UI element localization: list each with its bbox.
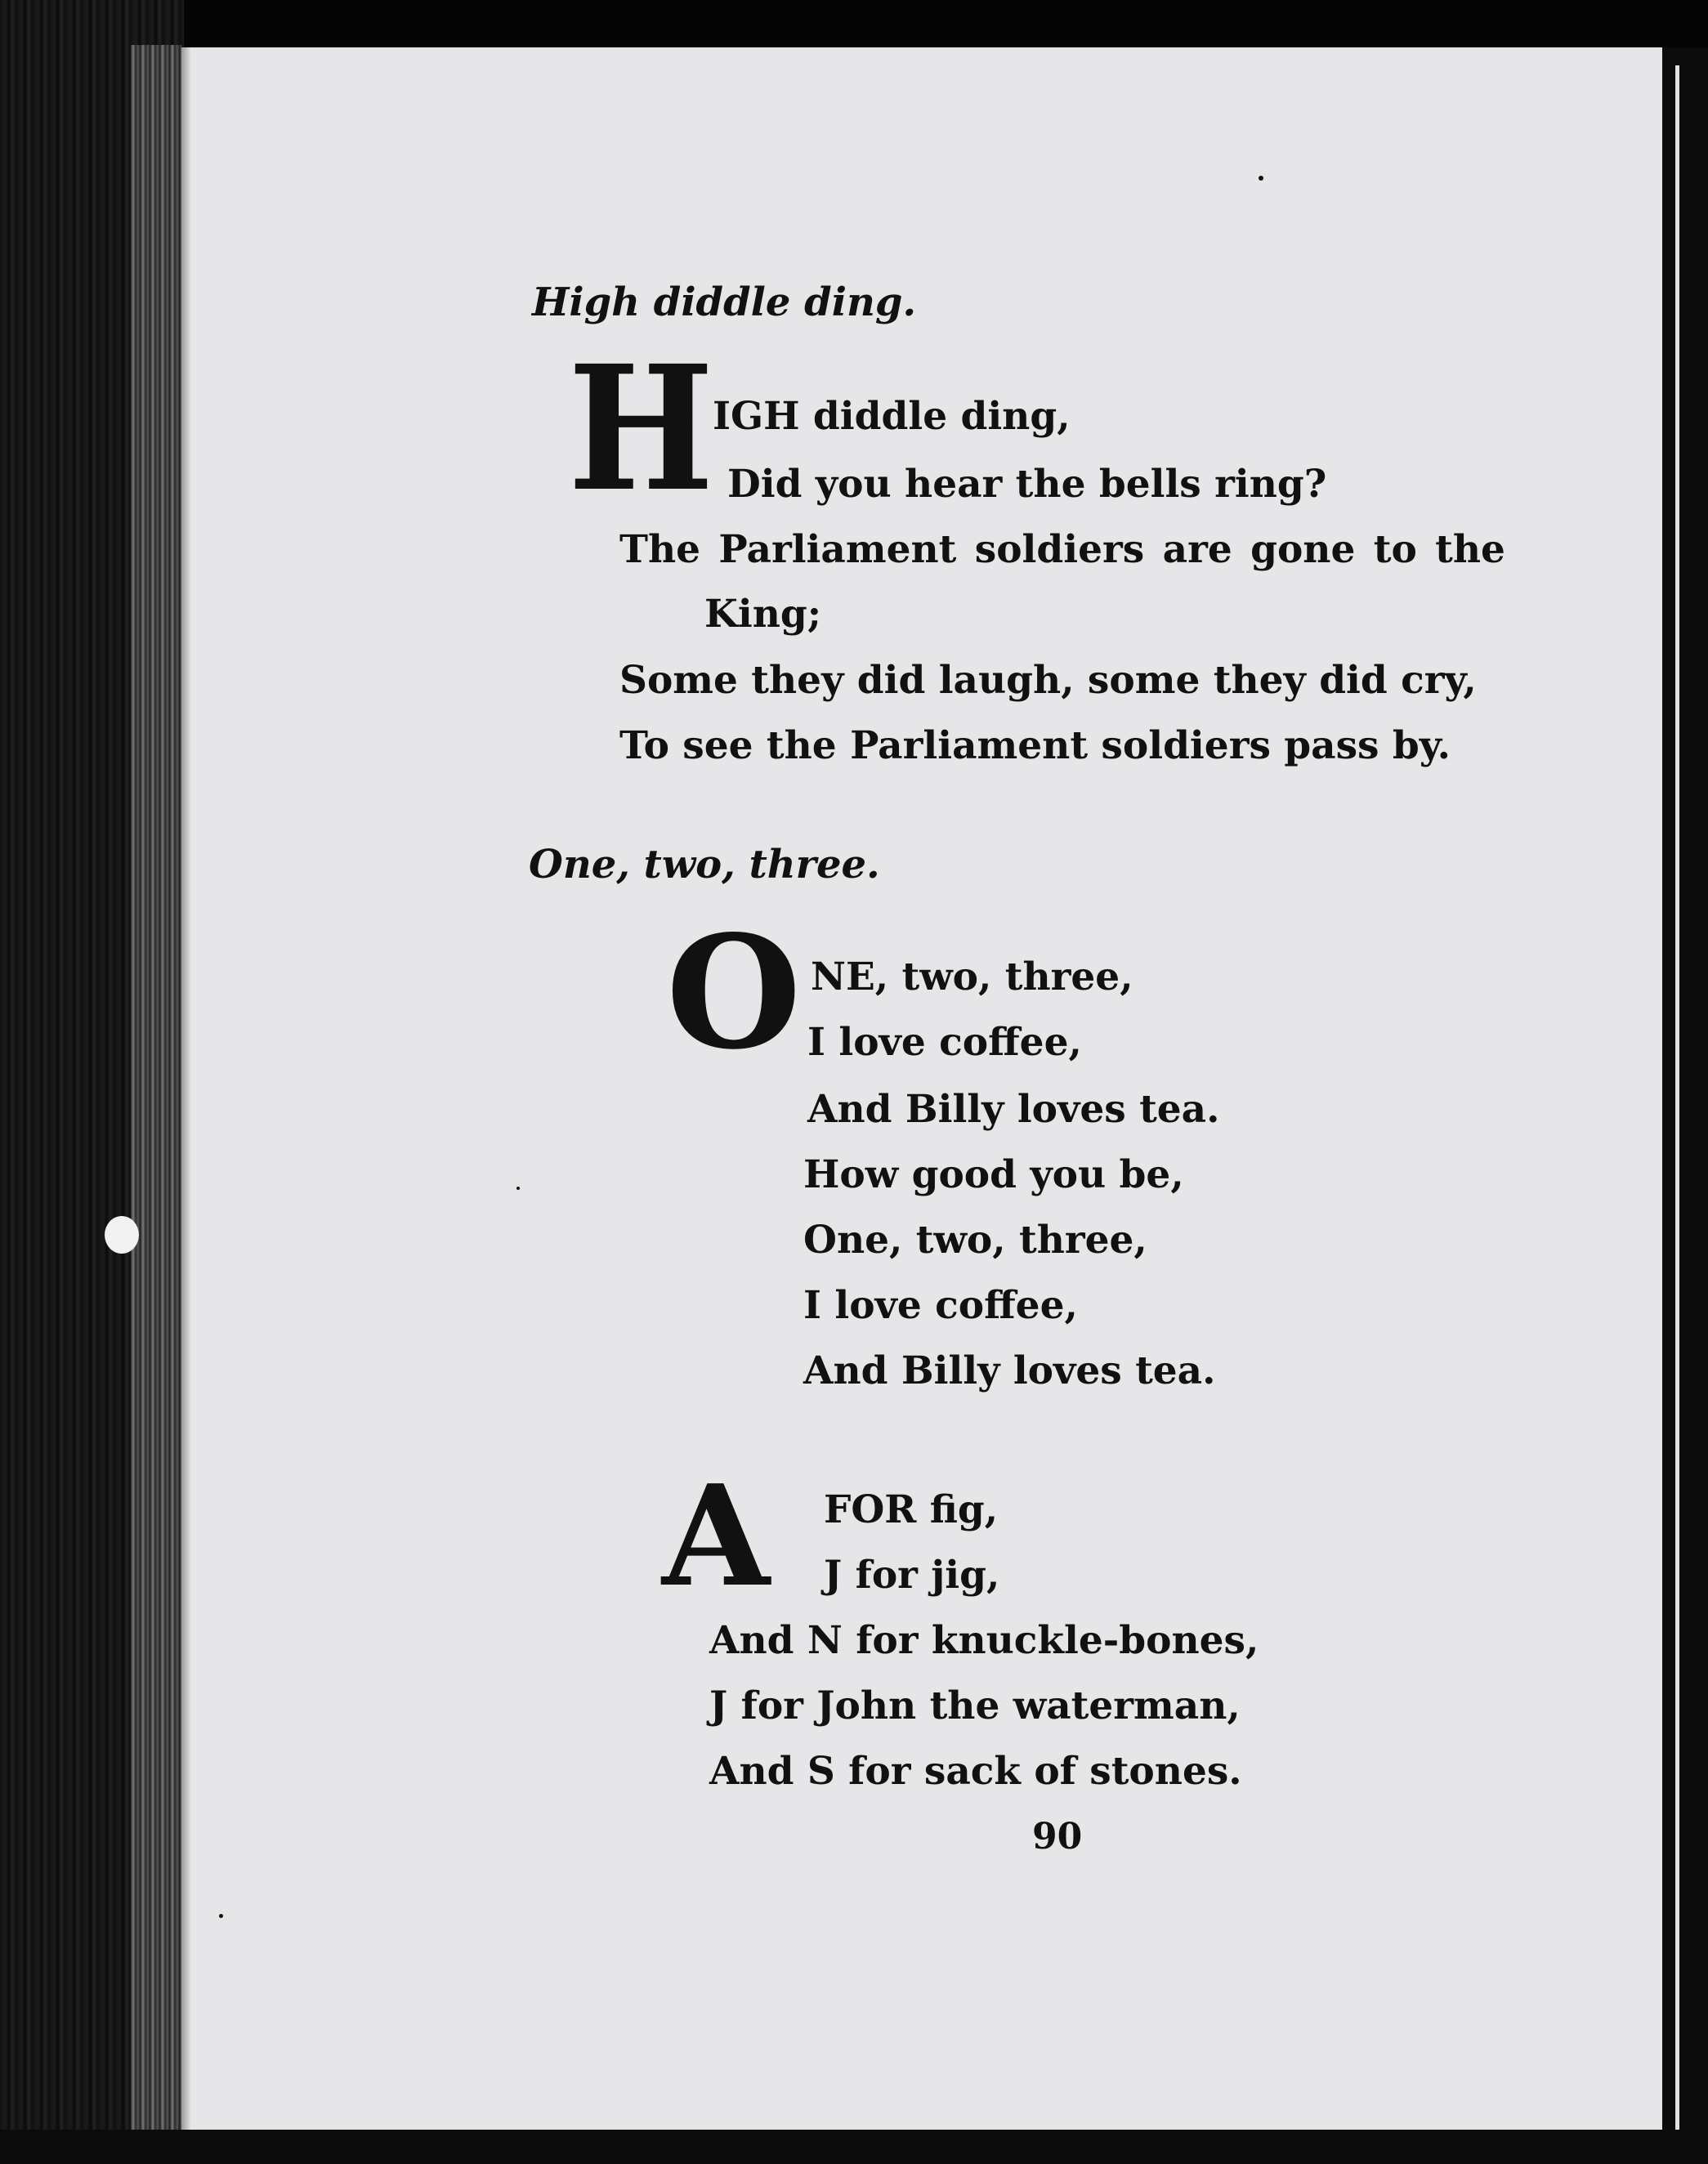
poem-line: How good you be, xyxy=(803,1152,1184,1197)
poem-line: Did you hear the bells ring? xyxy=(727,462,1327,507)
poem-line: Some they did laugh, some they did cry, xyxy=(619,658,1477,703)
poem-line: King; xyxy=(704,592,822,637)
dropcap-h: H xyxy=(568,328,714,530)
poem-title: One, two, three. xyxy=(529,842,880,888)
page-number: 90 xyxy=(1032,1816,1083,1858)
page-edges xyxy=(131,45,181,2137)
poem-line: To see the Parliament soldiers pass by. xyxy=(619,723,1451,768)
poem-line: I love coffee, xyxy=(803,1283,1078,1328)
poem-line: One, two, three, xyxy=(803,1218,1147,1263)
scan-speck xyxy=(516,1187,520,1190)
poem-line: IGH diddle ding, xyxy=(713,394,1071,439)
poem-line: And Billy loves tea. xyxy=(803,1348,1216,1393)
top-border xyxy=(0,0,1708,49)
poem-line: J for jig, xyxy=(824,1553,1000,1598)
scan-speck xyxy=(1259,176,1263,181)
poem-line: The Parliament soldiers are gone to the xyxy=(619,527,1505,572)
poem-line: FOR fig, xyxy=(824,1487,999,1532)
poem-title: High diddle ding. xyxy=(532,279,917,325)
dropcap-o: O xyxy=(666,901,802,1084)
poem-line: J for John the waterman, xyxy=(709,1683,1241,1728)
poem-line: And Billy loves tea. xyxy=(807,1087,1220,1132)
scan-speck xyxy=(219,1914,223,1918)
poem-line: I love coffee, xyxy=(807,1020,1082,1065)
bottom-border xyxy=(0,2130,1708,2164)
poem-line: And S for sack of stones. xyxy=(709,1749,1242,1794)
right-border xyxy=(1662,47,1708,2164)
facing-page-edge xyxy=(1675,65,1679,2141)
poem-line: And N for knuckle-bones, xyxy=(709,1618,1259,1663)
dropcap-a: A xyxy=(662,1455,770,1618)
page-gutter-shadow xyxy=(181,47,191,2130)
scan-artifact xyxy=(105,1216,139,1254)
poem-line: NE, two, three, xyxy=(811,955,1133,999)
